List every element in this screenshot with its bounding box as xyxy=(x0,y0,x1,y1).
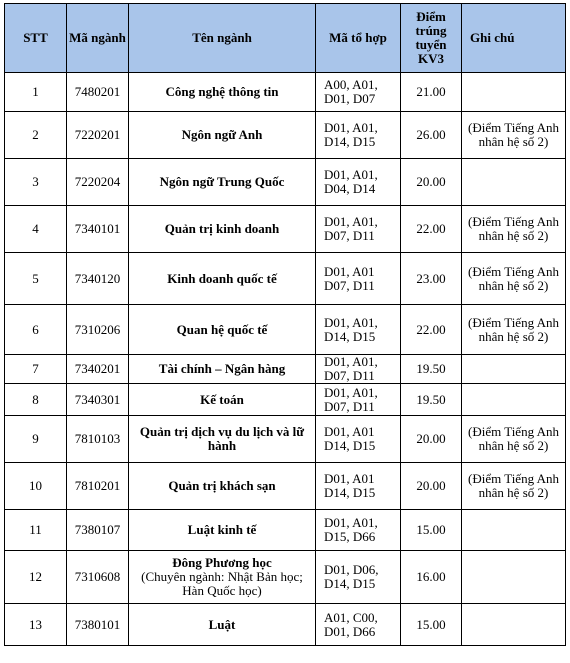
cell-stt: 9 xyxy=(5,416,67,463)
cell-name xyxy=(129,604,316,646)
program-subtitle: (Chuyên ngành: Nhật Bản học; Hàn Quốc học) xyxy=(141,569,303,598)
admission-score-table xyxy=(4,3,566,646)
cell-combo: D01, A01, D04, D14 xyxy=(316,159,401,206)
cell-stt: 5 xyxy=(5,253,67,305)
header-note: Ghi chú xyxy=(462,4,566,73)
cell-combo: A01, C00, D01, D66 xyxy=(316,604,401,646)
program-name: Ngôn ngữ Anh xyxy=(181,127,263,142)
cell-combo: D01, A01, D07, D11 xyxy=(316,206,401,253)
cell-score: 23.00 xyxy=(401,253,462,305)
cell-combo: D01, A01, D14, D15 xyxy=(316,112,401,159)
cell-name xyxy=(129,551,316,604)
cell-name xyxy=(129,112,316,159)
cell-score: 22.00 xyxy=(401,206,462,253)
cell-stt: 1 xyxy=(5,73,67,112)
cell-note xyxy=(462,551,566,604)
cell-note: (Điểm Tiếng Anh nhân hệ số 2) xyxy=(462,305,566,355)
table-row xyxy=(5,416,566,463)
cell-code: 7340101 xyxy=(67,206,129,253)
table-row xyxy=(5,355,566,384)
cell-score: 20.00 xyxy=(401,463,462,510)
cell-note xyxy=(462,355,566,384)
program-name: Quản trị dịch vụ du lịch và lữ hành xyxy=(139,424,305,453)
cell-stt: 11 xyxy=(5,510,67,551)
cell-note: (Điểm Tiếng Anh nhân hệ số 2) xyxy=(462,206,566,253)
program-name: Kế toán xyxy=(200,391,244,407)
cell-note xyxy=(462,604,566,646)
cell-stt: 12 xyxy=(5,551,67,604)
table-row xyxy=(5,463,566,510)
cell-name xyxy=(129,305,316,355)
program-name: Tài chính – Ngân hàng xyxy=(158,361,286,376)
cell-name xyxy=(129,384,316,416)
cell-name xyxy=(129,73,316,112)
cell-code: 7340301 xyxy=(67,384,129,416)
cell-stt: 7 xyxy=(5,355,67,384)
cell-score: 21.00 xyxy=(401,73,462,112)
cell-name xyxy=(129,355,316,384)
table-row xyxy=(5,384,566,416)
cell-note: (Điểm Tiếng Anh nhân hệ số 2) xyxy=(462,112,566,159)
table-row xyxy=(5,253,566,305)
cell-note: (Điểm Tiếng Anh nhân hệ số 2) xyxy=(462,253,566,305)
cell-code: 7810103 xyxy=(67,416,129,463)
cell-score: 26.00 xyxy=(401,112,462,159)
cell-note xyxy=(462,73,566,112)
header-stt: STT xyxy=(5,4,67,73)
cell-stt: 13 xyxy=(5,604,67,646)
header-score: Điểm trúng tuyển KV3 xyxy=(401,4,462,73)
header-name: Tên ngành xyxy=(129,4,316,73)
cell-score: 15.00 xyxy=(401,604,462,646)
cell-code: 7480201 xyxy=(67,73,129,112)
program-name: Công nghệ thông tin xyxy=(165,84,279,99)
cell-code: 7220201 xyxy=(67,112,129,159)
cell-score: 19.50 xyxy=(401,355,462,384)
table-row xyxy=(5,551,566,604)
cell-score: 15.00 xyxy=(401,510,462,551)
table-row xyxy=(5,206,566,253)
cell-note: (Điểm Tiếng Anh nhân hệ số 2) xyxy=(462,416,566,463)
cell-score: 20.00 xyxy=(401,159,462,206)
cell-combo: D01, A01 D14, D15 xyxy=(316,416,401,463)
table-row xyxy=(5,604,566,646)
cell-code: 7310608 xyxy=(67,551,129,604)
cell-code: 7310206 xyxy=(67,305,129,355)
cell-combo: A00, A01, D01, D07 xyxy=(316,73,401,112)
cell-note xyxy=(462,510,566,551)
cell-combo: D01, D06, D14, D15 xyxy=(316,551,401,604)
cell-name xyxy=(129,463,316,510)
cell-combo: D01, A01, D07, D11 xyxy=(316,384,401,416)
cell-combo: D01, A01 D14, D15 xyxy=(316,463,401,510)
cell-combo: D01, A01, D07, D11 xyxy=(316,355,401,384)
program-name: Kinh doanh quốc tế xyxy=(167,270,277,286)
cell-stt: 8 xyxy=(5,384,67,416)
cell-combo: D01, A01 D07, D11 xyxy=(316,253,401,305)
cell-name xyxy=(129,159,316,206)
cell-name xyxy=(129,253,316,305)
cell-stt: 6 xyxy=(5,305,67,355)
program-name: Luật kinh tế xyxy=(187,522,257,537)
program-name: Đông Phương học xyxy=(172,555,272,570)
cell-note xyxy=(462,384,566,416)
cell-score: 16.00 xyxy=(401,551,462,604)
cell-stt: 10 xyxy=(5,463,67,510)
program-name: Luật xyxy=(208,616,236,632)
cell-score: 22.00 xyxy=(401,305,462,355)
cell-score: 20.00 xyxy=(401,416,462,463)
cell-code: 7220204 xyxy=(67,159,129,206)
program-name: Ngôn ngữ Trung Quốc xyxy=(159,174,285,189)
cell-note xyxy=(462,159,566,206)
cell-code: 7810201 xyxy=(67,463,129,510)
table-header-row xyxy=(5,4,566,73)
cell-code: 7380101 xyxy=(67,604,129,646)
cell-code: 7340120 xyxy=(67,253,129,305)
program-name: Quan hệ quốc tế xyxy=(176,321,268,337)
table-row xyxy=(5,159,566,206)
cell-combo: D01, A01, D14, D15 xyxy=(316,305,401,355)
cell-combo: D01, A01, D15, D66 xyxy=(316,510,401,551)
cell-code: 7340201 xyxy=(67,355,129,384)
header-code: Mã ngành xyxy=(67,4,129,73)
cell-note: (Điểm Tiếng Anh nhân hệ số 2) xyxy=(462,463,566,510)
header-combo: Mã tổ hợp xyxy=(316,4,401,73)
cell-name xyxy=(129,510,316,551)
cell-code: 7380107 xyxy=(67,510,129,551)
cell-score: 19.50 xyxy=(401,384,462,416)
cell-name xyxy=(129,206,316,253)
table-row xyxy=(5,112,566,159)
table-row xyxy=(5,305,566,355)
table-row xyxy=(5,73,566,112)
program-name: Quản trị khách sạn xyxy=(168,478,276,493)
table-row xyxy=(5,510,566,551)
cell-stt: 3 xyxy=(5,159,67,206)
program-name: Quản trị kinh doanh xyxy=(164,221,280,236)
cell-stt: 4 xyxy=(5,206,67,253)
cell-name xyxy=(129,416,316,463)
cell-stt: 2 xyxy=(5,112,67,159)
